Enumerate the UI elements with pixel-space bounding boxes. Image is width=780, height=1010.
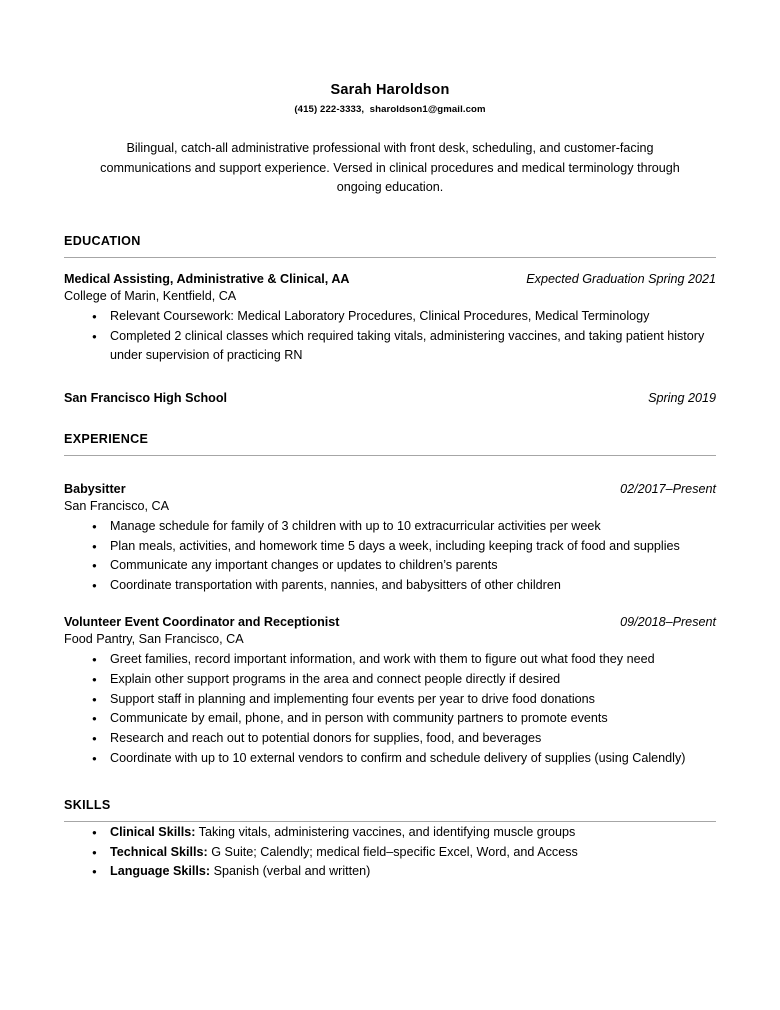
- education-bullets: [64, 307, 716, 365]
- list-item: ● Communicate any important changes or updates to children’s parents: [64, 556, 716, 575]
- list-item: ● Coordinate transportation with parents, nannies, and babysitters of other children: [64, 576, 716, 595]
- section-title-skills: SKILLS: [64, 798, 111, 813]
- list-item: ● Research and reach out to potential donors for supplies, food, and beverages: [64, 729, 716, 748]
- experience-date: 02/2017–Present: [620, 482, 716, 496]
- list-item: ● Support staff in planning and implementing four events per year to drive food donations: [64, 690, 716, 709]
- skills-bullets: [64, 823, 716, 882]
- experience-date: 09/2018–Present: [620, 615, 716, 630]
- list-item: ● Coordinate with up to 10 external vendors to confirm and schedule delivery of supplies (using Calendly): [64, 749, 716, 768]
- list-item: ● Explain other support programs in the area and connect people directly if desired: [64, 670, 716, 689]
- skill-value: Spanish (verbal and written): [210, 864, 371, 879]
- experience-location: Food Pantry, San Francisco, CA: [64, 632, 244, 647]
- education-entry-head: [64, 391, 716, 405]
- experience-role: Babysitter: [64, 482, 126, 496]
- education-date: Expected Graduation Spring 2021: [526, 271, 716, 286]
- section-title-experience: EXPERIENCE: [64, 432, 149, 446]
- list-item: ● Relevant Coursework: Medical Laboratory Procedures, Clinical Procedures, Medical Terminology: [64, 307, 716, 326]
- skill-label: Technical Skills:: [110, 844, 208, 859]
- list-item: ● Manage schedule for family of 3 children with up to 10 extracurricular activities per week: [64, 517, 716, 536]
- education-entry-head: [64, 272, 716, 286]
- education-entry: [64, 391, 716, 405]
- education-degree: San Francisco High School: [64, 391, 228, 405]
- section-experience: [64, 432, 716, 768]
- candidate-name: Sarah Haroldson: [330, 82, 450, 98]
- list-item: ● Greet families, record important information, and work with them to figure out what food they need: [64, 650, 716, 669]
- skill-label: Language Skills:: [110, 864, 211, 879]
- skill-value: Taking vitals, administering vaccines, and identifying muscle groups: [195, 825, 576, 840]
- section-title-education: EDUCATION: [64, 233, 141, 248]
- list-item: ● Communicate by email, phone, and in person with community partners to promote events: [64, 709, 716, 728]
- skill-value: G Suite; Calendly; medical field–specific Excel, Word, and Access: [207, 844, 578, 859]
- list-item: ● Completed 2 clinical classes which required taking vitals, administering vaccines, and taking patient history under supervision of practicing RN: [64, 327, 716, 365]
- resume-header: [64, 0, 716, 198]
- education-school: College of Marin, Kentfield, CA: [64, 288, 237, 303]
- experience-entry-head: [64, 615, 716, 629]
- experience-bullets: [64, 517, 716, 595]
- skill-label: Clinical Skills:: [110, 825, 196, 840]
- list-item: ● Plan meals, activities, and homework time 5 days a week, including keeping track of food and supplies: [64, 537, 716, 556]
- experience-entry-head: [64, 482, 716, 496]
- experience-entry: [64, 482, 716, 595]
- professional-summary: Bilingual, catch-all administrative professional with front desk, scheduling, and customer-facing communications and support experience. Versed in clinical procedures and medical terminology through ongoing education.: [100, 141, 680, 195]
- section-divider-education: [64, 257, 716, 258]
- contact-line: (415) 222-3333, sharoldson1@gmail.com: [294, 104, 486, 116]
- experience-role: Volunteer Event Coordinator and Receptionist: [64, 615, 340, 630]
- section-skills: [64, 798, 716, 882]
- experience-location: San Francisco, CA: [64, 499, 169, 513]
- list-item: [64, 862, 716, 881]
- experience-entry: [64, 615, 716, 768]
- section-divider-experience: [64, 455, 716, 456]
- section-education: [64, 234, 716, 405]
- experience-bullets: [64, 650, 716, 768]
- list-item: [64, 843, 716, 862]
- list-item: [64, 823, 716, 842]
- section-divider-skills: [64, 821, 716, 822]
- education-date: Spring 2019: [648, 391, 716, 405]
- education-entry: [64, 272, 716, 365]
- education-degree: Medical Assisting, Administrative & Clinical, AA: [64, 271, 350, 286]
